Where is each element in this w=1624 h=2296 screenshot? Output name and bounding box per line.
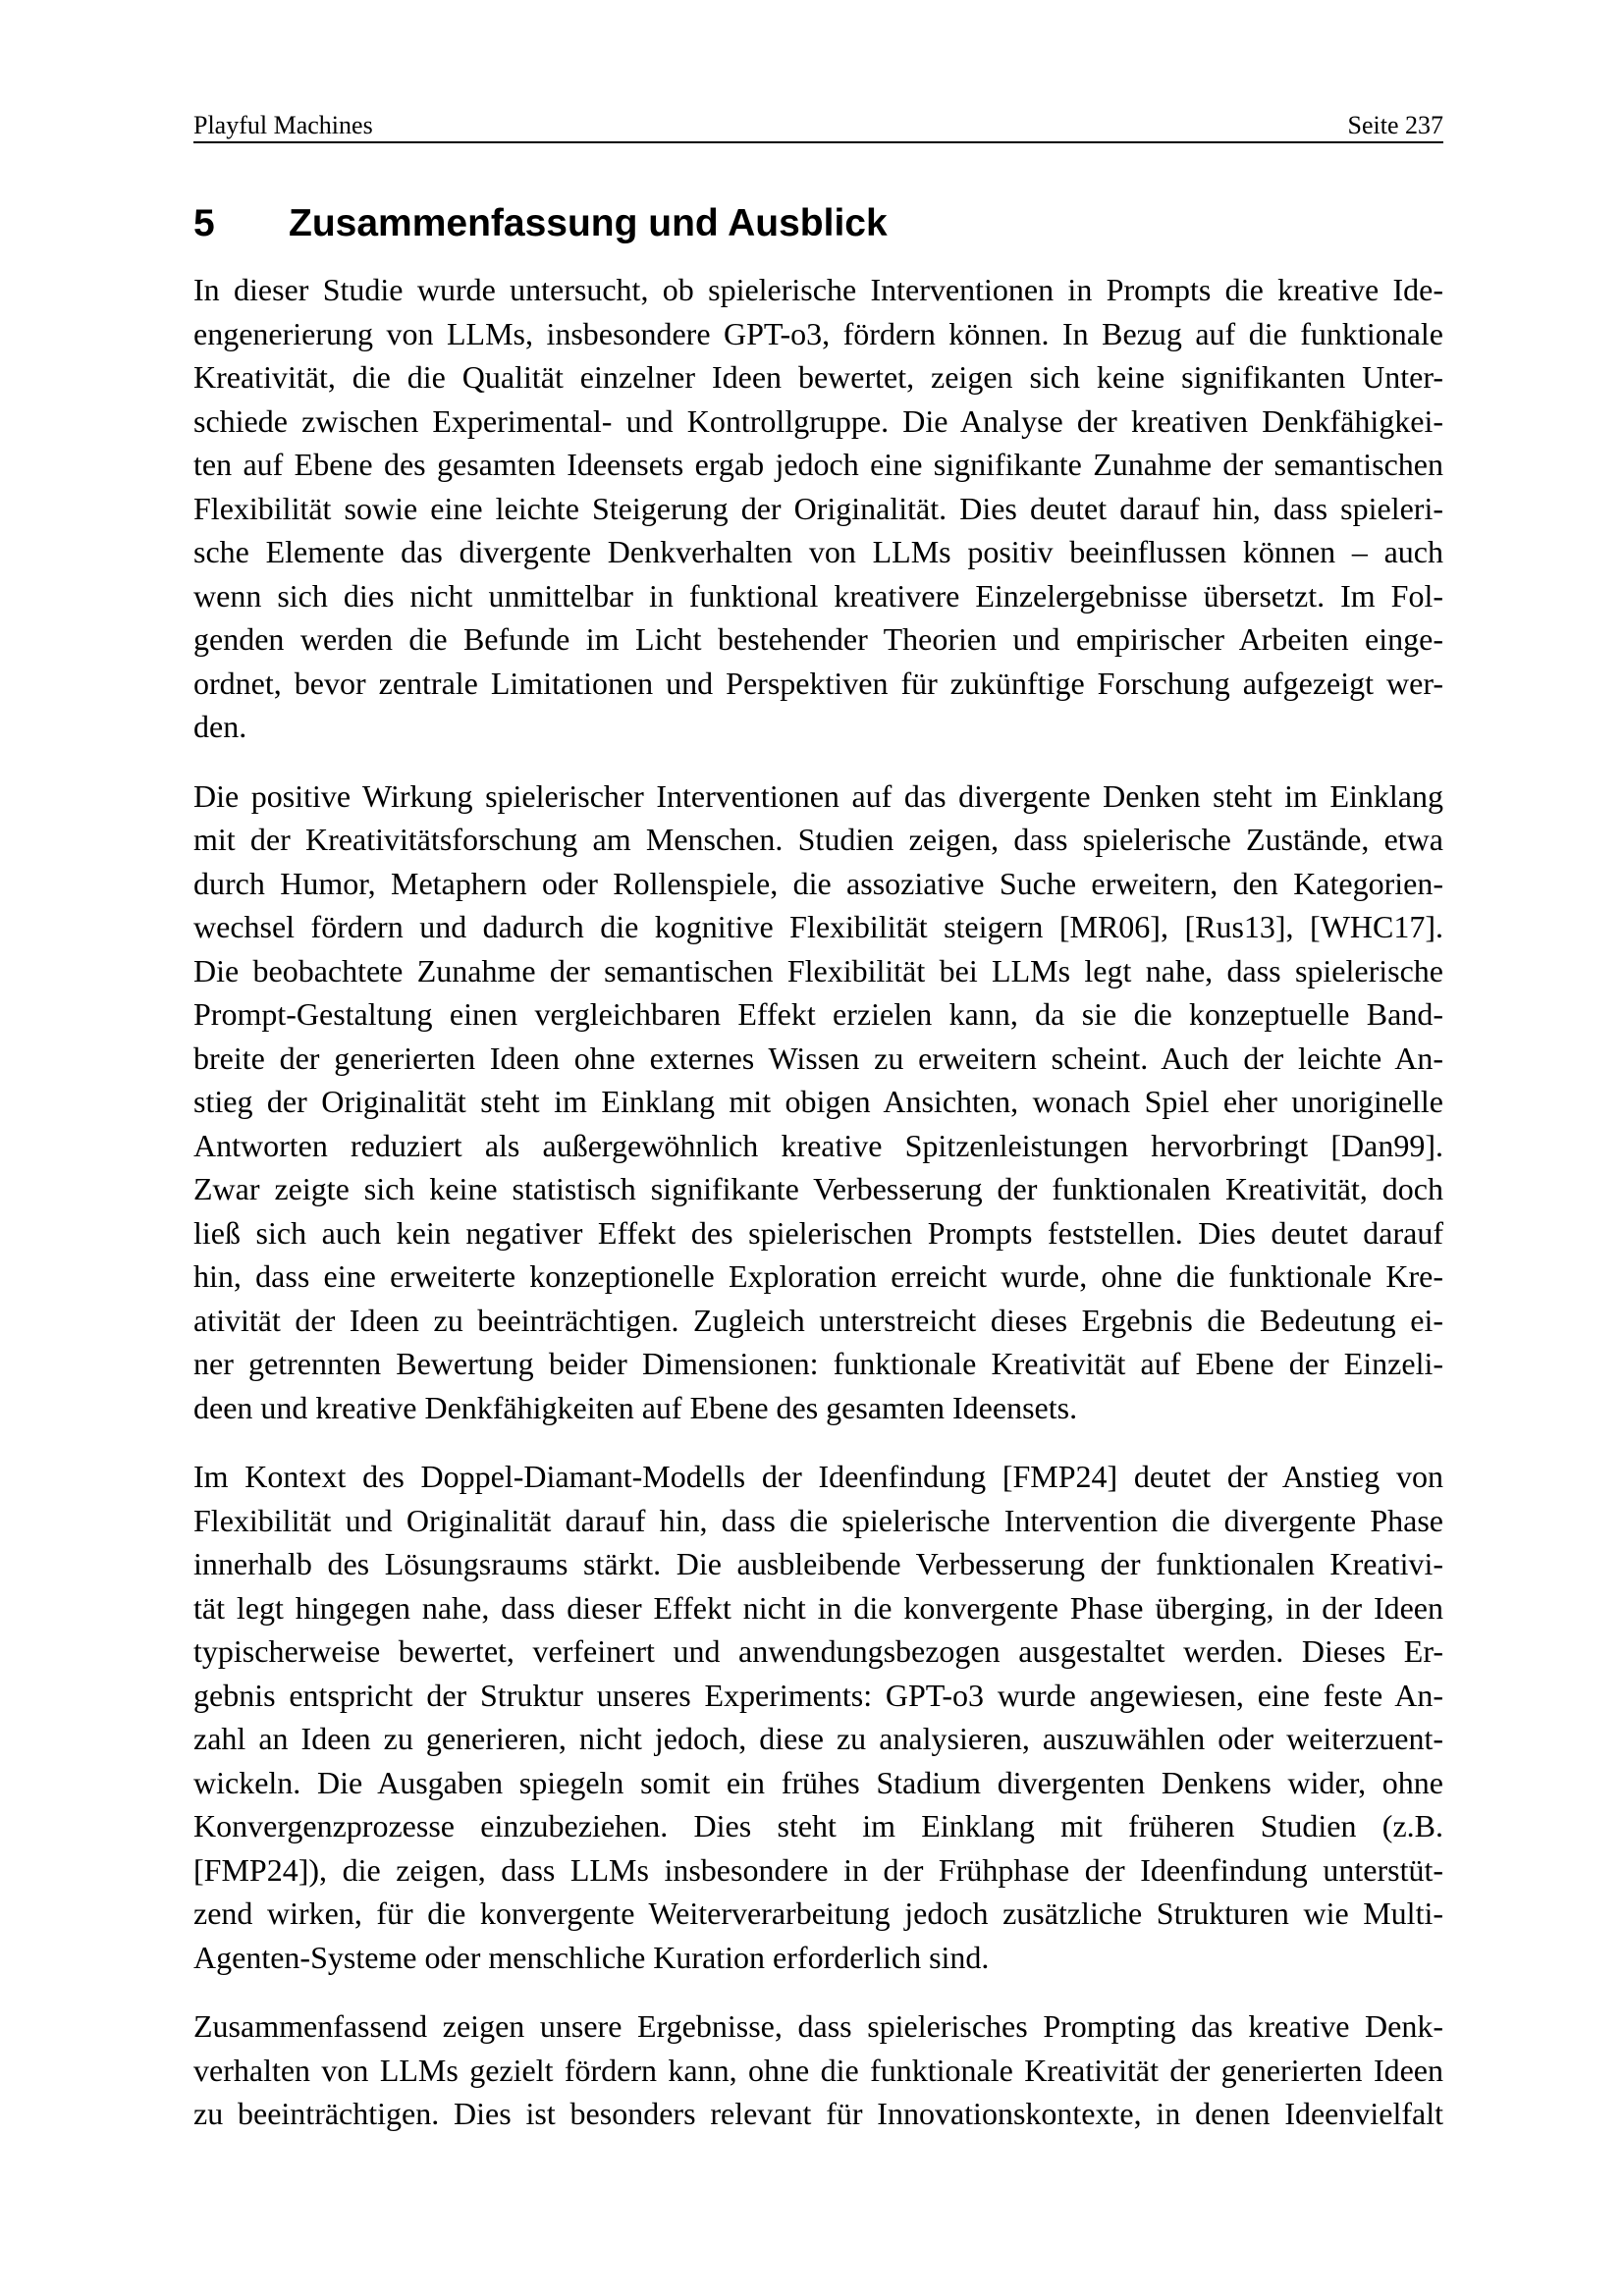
- body-text: [193, 268, 1443, 2162]
- text-line: breite der generierten Ideen ohne externes Wissen zu erweitern scheint. Auch der leichte An-: [193, 1040, 1443, 1076]
- text-line: deen und kreative Denkfähigkeiten auf Ebene des gesamten Ideensets.: [193, 1389, 1078, 1425]
- text-line: sche Elemente das divergente Denkverhalten von LLMs positiv beeinflussen können – auch: [193, 534, 1443, 569]
- page-number: Seite 237: [1347, 111, 1443, 139]
- text-line: Die positive Wirkung spielerischer Interventionen auf das divergente Denken steht im Einklang: [193, 777, 1443, 814]
- text-line: zu beeinträchtigen. Dies ist besonders relevant für Innovationskontexte, in denen Ideenvielfalt: [193, 2096, 1443, 2131]
- text-line: hin, dass eine erweiterte konzeptionelle Exploration erreicht wurde, ohne die funktionale Kre-: [193, 1258, 1443, 1294]
- paragraph: [193, 1455, 1443, 1979]
- text-line: Antworten reduziert als außergewöhnlich kreative Spitzenleistungen hervorbringt [Dan99].: [193, 1127, 1443, 1163]
- text-line: ten auf Ebene des gesamten Ideensets ergab jedoch eine signifikante Zunahme der semantischen: [193, 447, 1443, 482]
- text-line: verhalten von LLMs gezielt fördern kann, ohne die funktionale Kreativität der generierten Ideen: [193, 2052, 1443, 2088]
- text-line: innerhalb des Lösungsraums stärkt. Die ausbleibende Verbesserung der funktionalen Kreativi-: [193, 1546, 1443, 1581]
- text-line: engenerierung von LLMs, insbesondere GPT-o3, fördern können. In Bezug auf die funktionale: [193, 315, 1443, 351]
- text-line: zahl an Ideen zu generieren, nicht jedoch, diese zu analysieren, auszuwählen oder weiterzuent-: [193, 1721, 1443, 1756]
- text-line: Flexibilität sowie eine leichte Steigerung der Originalität. Dies deutet darauf hin, dass spieleri-: [193, 490, 1443, 526]
- text-line: ativität der Ideen zu beeinträchtigen. Zugleich unterstreicht dieses Ergebnis die Bedeutung ei-: [193, 1302, 1443, 1338]
- text-line: In dieser Studie wurde untersucht, ob spielerische Interventionen in Prompts die kreative Ide-: [193, 272, 1443, 307]
- text-line: tät legt hingegen nahe, dass dieser Effekt nicht in die konvergente Phase überging, in der Ideen: [193, 1589, 1443, 1626]
- text-line: gebnis entspricht der Struktur unseres Experiments: GPT-o3 wurde angewiesen, eine feste An-: [193, 1677, 1443, 1713]
- text-line: Kreativität, die die Qualität einzelner Ideen bewertet, zeigen sich keine signifikanten Unter-: [193, 359, 1443, 395]
- section-title: Zusammenfassung und Ausblick: [289, 202, 888, 244]
- text-line: mit der Kreativitätsforschung am Menschen. Studien zeigen, dass spielerische Zustände, etwa: [193, 822, 1443, 857]
- text-line: ordnet, bevor zentrale Limitationen und Perspektiven für zukünftige Forschung aufgezeigt wer-: [193, 665, 1443, 701]
- text-line: ner getrennten Bewertung beider Dimensionen: funktionale Kreativität auf Ebene der Einzeli-: [193, 1346, 1443, 1381]
- paragraph: [193, 268, 1443, 749]
- text-line: wechsel fördern und dadurch die kognitive Flexibilität steigern [MR06], [Rus13], [WHC17].: [193, 909, 1443, 944]
- text-line: Die beobachtete Zunahme der semantischen Flexibilität bei LLMs legt nahe, dass spielerische: [193, 952, 1443, 988]
- text-line: wickeln. Die Ausgaben spiegeln somit ein frühes Stadium divergenten Denkens wider, ohne: [193, 1764, 1443, 1800]
- text-line: Zwar zeigte sich keine statistisch signifikante Verbesserung der funktionalen Kreativität, doch: [193, 1171, 1443, 1206]
- text-line: Zusammenfassend zeigen unsere Ergebnisse, dass spielerisches Prompting das kreative Denk-: [193, 2008, 1443, 2044]
- text-line: schiede zwischen Experimental- und Kontrollgruppe. Die Analyse der kreativen Denkfähigkei-: [193, 402, 1443, 439]
- running-header: [193, 110, 1443, 141]
- text-line: Flexibilität und Originalität darauf hin, dass die spielerische Intervention die divergente Phase: [193, 1502, 1443, 1538]
- text-line: den.: [193, 709, 247, 744]
- header-rule: [193, 141, 1443, 143]
- text-line: stieg der Originalität steht im Einklang mit obigen Ansichten, wonach Spiel eher unoriginelle: [193, 1084, 1443, 1119]
- running-title: Playful Machines: [193, 111, 373, 139]
- text-line: [FMP24]), die zeigen, dass LLMs insbesondere in der Frühphase der Ideenfindung unterstüt-: [193, 1851, 1443, 1888]
- text-line: typischerweise bewertet, verfeinert und anwendungsbezogen ausgestaltet werden. Dieses Er-: [193, 1633, 1443, 1669]
- text-line: Konvergenzprozesse einzubeziehen. Dies steht im Einklang mit früheren Studien (z.B.: [193, 1808, 1443, 1843]
- paragraph: [193, 774, 1443, 1430]
- text-line: ließ sich auch kein negativer Effekt des spielerischen Prompts feststellen. Dies deutet darauf: [193, 1214, 1443, 1251]
- section-number: 5: [193, 202, 215, 244]
- paragraph: [193, 2004, 1443, 2136]
- text-line: durch Humor, Metaphern oder Rollenspiele, die assoziative Suche erweitern, den Kategorien-: [193, 865, 1443, 901]
- text-line: wenn sich dies nicht unmittelbar in funktional kreativere Einzelergebnisse übersetzt. Im Fol-: [193, 577, 1443, 614]
- text-line: Im Kontext des Doppel-Diamant-Modells der Ideenfindung [FMP24] deutet der Anstieg von: [193, 1459, 1443, 1494]
- text-line: genden werden die Befunde im Licht bestehender Theorien und empirischer Arbeiten einge-: [193, 621, 1443, 657]
- text-line: zend wirken, für die konvergente Weiterverarbeitung jedoch zusätzliche Strukturen wie Multi-: [193, 1896, 1443, 1931]
- text-line: Agenten-Systeme oder menschliche Kuration erforderlich sind.: [193, 1939, 990, 1975]
- text-line: Prompt-Gestaltung einen vergleichbaren Effekt erzielen kann, da sie die konzeptuelle Band-: [193, 996, 1443, 1032]
